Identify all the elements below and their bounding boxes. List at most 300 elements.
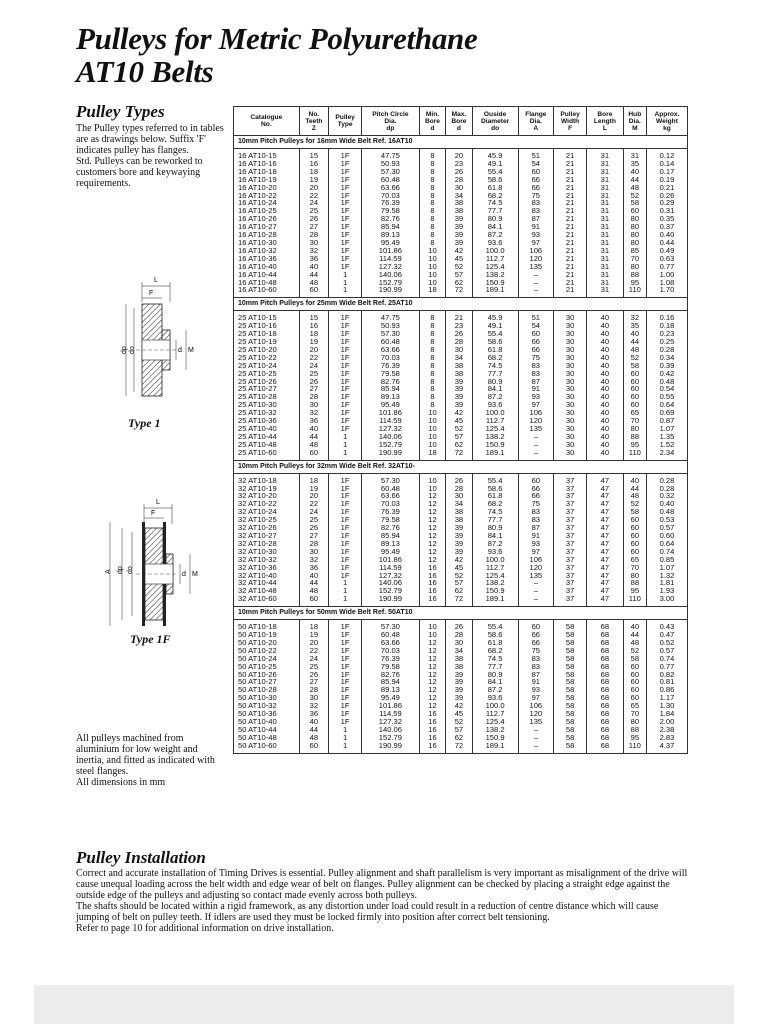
table-cell: 44 [623,485,646,493]
table-cell: 68 [587,678,624,686]
table-cell: 127.32 [362,263,420,271]
table-cell: 37 [554,532,587,540]
table-cell: 8 [419,362,445,370]
table-cell: 49.1 [472,322,518,330]
table-cell: 88 [623,726,646,734]
table-cell: 88 [623,433,646,441]
table-cell: 1 [329,271,362,279]
group-label: 10mm Pitch Pulleys for 16mm Wide Belt Ref. 16AT10 [234,136,688,149]
dim-do-label: do [129,346,136,354]
table-cell: 39 [446,393,472,401]
table-cell: 95 [623,441,646,449]
table-cell: 19 [299,485,329,493]
table-cell: 0.29 [646,199,687,207]
table-cell: 0.44 [646,239,687,247]
table-cell: 50 AT10-20 [234,639,300,647]
materials-note [76,733,226,788]
table-cell: – [518,742,554,753]
table-cell: 0.47 [646,631,687,639]
table-cell: 106 [518,409,554,417]
table-cell: 0.16 [646,311,687,322]
table-cell: 68 [587,663,624,671]
table-cell: 93.6 [472,548,518,556]
table-cell: 1.52 [646,441,687,449]
table-cell: 22 [299,647,329,655]
table-cell: 40 [587,441,624,449]
table-cell: 1F [329,686,362,694]
table-cell: – [518,433,554,441]
table-cell: 31 [587,231,624,239]
table-cell: 95.49 [362,239,420,247]
table-cell: 25 AT10-30 [234,401,300,409]
table-cell: 1.84 [646,710,687,718]
table-cell: 32 [299,556,329,564]
table-cell: 21 [554,239,587,247]
table-cell: 32 [299,702,329,710]
type1-caption: Type 1 [128,416,161,430]
table-cell: 48 [623,346,646,354]
table-cell: 140.06 [362,579,420,587]
table-cell: 0.12 [646,149,687,160]
table-cell: 31 [587,160,624,168]
table-cell: 1F [329,500,362,508]
table-cell: 10 [419,425,445,433]
table-cell: 60.48 [362,338,420,346]
table-cell: 63.66 [362,492,420,500]
table-cell: 0.81 [646,678,687,686]
dim-d-label: d [178,347,182,354]
table-cell: 37 [554,485,587,493]
table-cell: 25 AT10-22 [234,354,300,362]
table-cell: 40 [299,425,329,433]
table-cell: 0.18 [646,322,687,330]
table-cell: 18 [299,330,329,338]
table-cell: 31 [587,215,624,223]
column-header [234,107,300,136]
installation-text [76,868,688,934]
table-cell: 37 [554,524,587,532]
column-header-line: Max. [451,110,467,118]
table-cell: 16 [299,160,329,168]
table-cell: 58.6 [472,631,518,639]
table-cell: 114.59 [362,564,420,572]
table-cell: 16 [419,718,445,726]
column-header-line: No. [308,110,320,118]
table-cell: 10 [419,263,445,271]
table-cell: 65 [623,702,646,710]
table-cell: 68 [587,655,624,663]
table-cell: 58 [554,726,587,734]
table-cell: 40 [299,572,329,580]
table-header-row [234,107,688,136]
table-cell: 40 [299,718,329,726]
table-cell: 110 [623,449,646,460]
table-cell: 16 AT10-32 [234,247,300,255]
table-cell: 106 [518,247,554,255]
table-cell: 16 AT10-26 [234,215,300,223]
table-cell: 120 [518,417,554,425]
table-cell: 93.6 [472,694,518,702]
table-cell: 44 [623,338,646,346]
table-cell: 66 [518,639,554,647]
table-cell: 28 [299,540,329,548]
table-cell: 190.99 [362,286,420,297]
table-cell: 1F [329,485,362,493]
table-cell: 50 AT10-24 [234,655,300,663]
table-cell: 70 [623,564,646,572]
table-cell: 37 [554,579,587,587]
table-cell: 79.58 [362,370,420,378]
table-cell: 75 [518,500,554,508]
table-cell: 1.81 [646,579,687,587]
table-cell: 80 [623,263,646,271]
table-cell: 76.39 [362,655,420,663]
table-cell: 0.35 [646,215,687,223]
table-cell: 25 AT10-25 [234,370,300,378]
table-cell: 0.19 [646,176,687,184]
table-cell: 21 [554,168,587,176]
table-cell: 8 [419,330,445,338]
dim-d-label: d [182,571,186,578]
table-cell: 25 AT10-40 [234,425,300,433]
column-header [623,107,646,136]
table-cell: 138.2 [472,433,518,441]
table-cell: 114.59 [362,710,420,718]
table-cell: 74.5 [472,655,518,663]
table-cell: 75 [518,354,554,362]
dim-l-label: L [156,499,160,506]
table-cell: 50 AT10-22 [234,647,300,655]
table-cell: 16 AT10-24 [234,199,300,207]
table-cell: 125.4 [472,425,518,433]
table-cell: 93 [518,393,554,401]
table-cell: 40 [587,378,624,386]
table-cell: 30 [299,401,329,409]
table-cell: 152.79 [362,587,420,595]
table-cell: 82.76 [362,524,420,532]
table-cell: 40 [623,330,646,338]
table-cell: 1F [329,207,362,215]
table-cell: 12 [419,540,445,548]
table-cell: 12 [419,500,445,508]
table-cell: 40 [587,311,624,322]
column-header-line: Dia. [529,117,542,125]
table-cell: 30 [554,362,587,370]
table-cell: 45 [446,710,472,718]
table-cell: 32 AT10-18 [234,473,300,484]
table-cell: 40 [623,620,646,631]
table-cell: 65 [623,409,646,417]
table-cell: 120 [518,255,554,263]
table-cell: 30 [554,409,587,417]
table-cell: 68.2 [472,500,518,508]
note-paragraph: All dimensions in mm [76,777,166,788]
table-cell: 39 [446,378,472,386]
table-cell: 47 [587,508,624,516]
pulley-types-heading: Pulley Types [76,102,165,121]
table-cell: 87 [518,378,554,386]
table-cell: 1F [329,168,362,176]
table-cell: 42 [446,247,472,255]
table-cell: 1F [329,524,362,532]
table-cell: 26 [299,524,329,532]
table-cell: 30 [554,425,587,433]
table-cell: 1 [329,587,362,595]
table-cell: 1 [329,449,362,460]
table-cell: 8 [419,176,445,184]
table-cell: 39 [446,223,472,231]
table-cell: 25 AT10-60 [234,449,300,460]
table-cell: 82.76 [362,378,420,386]
table-cell: 87.2 [472,540,518,548]
table-cell: 30 [554,370,587,378]
table-cell: 97 [518,694,554,702]
table-cell: 101.86 [362,702,420,710]
table-cell: 27 [299,385,329,393]
table-cell: 32 AT10-22 [234,500,300,508]
column-header-line: Length [593,117,616,125]
table-cell: 60 [623,671,646,679]
group-header-row [234,136,688,149]
table-cell: 57.30 [362,168,420,176]
table-cell: 31 [587,263,624,271]
table-cell: 83 [518,508,554,516]
table-cell: 60 [623,401,646,409]
table-cell: 1F [329,247,362,255]
table-cell: 58 [554,639,587,647]
table-cell: 58 [554,710,587,718]
table-cell: 47 [587,485,624,493]
table-cell: 1F [329,346,362,354]
table-cell: 150.9 [472,587,518,595]
table-cell: 1 [329,441,362,449]
table-cell: 1F [329,330,362,338]
table-cell: 80 [623,223,646,231]
table-cell: 32 AT10-30 [234,548,300,556]
table-cell: 44 [623,631,646,639]
table-cell: – [518,271,554,279]
table-cell: 50 AT10-19 [234,631,300,639]
table-cell: 40 [587,370,624,378]
table-cell: 125.4 [472,718,518,726]
table-cell: 31 [587,239,624,247]
table-cell: 38 [446,508,472,516]
table-cell: 12 [419,492,445,500]
table-cell: 30 [554,433,587,441]
table-cell: 32 AT10-40 [234,572,300,580]
table-cell: 45.9 [472,311,518,322]
table-cell: 34 [446,354,472,362]
table-cell: 1F [329,239,362,247]
table-cell: 80 [623,215,646,223]
table-cell: 76.39 [362,508,420,516]
table-cell: 30 [299,548,329,556]
table-cell: 135 [518,425,554,433]
table-cell: 32 AT10-20 [234,492,300,500]
table-cell: 0.64 [646,540,687,548]
table-cell: 32 AT10-60 [234,595,300,606]
table-cell: 80 [623,231,646,239]
column-header [419,107,445,136]
table-cell: 21 [554,263,587,271]
table-cell: 50 AT10-40 [234,718,300,726]
table-cell: 40 [587,401,624,409]
table-cell: 72 [446,449,472,460]
table-cell: 58 [623,655,646,663]
column-header-line: M [632,124,638,132]
table-cell: 1F [329,473,362,484]
table-cell: 34 [446,192,472,200]
table-cell: 10 [419,271,445,279]
table-cell: 1F [329,370,362,378]
table-cell: 72 [446,286,472,297]
table-cell: 16 AT10-25 [234,207,300,215]
table-cell: 0.48 [646,508,687,516]
table-row [234,473,688,484]
table-cell: 52 [623,500,646,508]
column-header-line: L [602,124,607,132]
table-cell: 0.82 [646,671,687,679]
table-cell: 30 [299,239,329,247]
table-cell: 58.6 [472,338,518,346]
table-cell: 76.39 [362,362,420,370]
table-cell: 18 [299,168,329,176]
table-cell: 60 [623,385,646,393]
table-cell: 87 [518,215,554,223]
table-cell: 76.39 [362,199,420,207]
dim-m-label: M [192,571,198,578]
table-cell: 91 [518,678,554,686]
table-row [234,595,688,606]
table-cell: 10 [419,620,445,631]
table-cell: 1F [329,631,362,639]
table-cell: 40 [587,425,624,433]
table-cell: 0.87 [646,417,687,425]
table-cell: 52 [623,192,646,200]
table-cell: 21 [554,207,587,215]
table-cell: 68 [587,686,624,694]
table-cell: 60 [518,168,554,176]
table-cell: 140.06 [362,726,420,734]
table-cell: 0.42 [646,370,687,378]
table-cell: 21 [554,223,587,231]
table-cell: 85.94 [362,385,420,393]
table-cell: 66 [518,631,554,639]
table-cell: 32 AT10-25 [234,516,300,524]
table-cell: 97 [518,401,554,409]
column-header-line: Diameter [480,117,510,125]
table-cell: 38 [446,199,472,207]
table-cell: 37 [554,500,587,508]
table-cell: 0.28 [646,473,687,484]
table-cell: 21 [554,247,587,255]
table-cell: 12 [419,694,445,702]
table-cell: 28 [446,631,472,639]
table-cell: 83 [518,207,554,215]
table-cell: 58 [554,647,587,655]
column-header-line: Pulley [335,114,355,121]
table-cell: 36 [299,417,329,425]
table-cell: 2.38 [646,726,687,734]
table-cell: 1F [329,184,362,192]
table-cell: 40 [587,385,624,393]
table-cell: 8 [419,199,445,207]
table-cell: 8 [419,192,445,200]
table-cell: 44 [623,176,646,184]
table-cell: 60 [623,694,646,702]
table-cell: 36 [299,255,329,263]
table-cell: 87.2 [472,393,518,401]
column-header-line: d [456,124,461,132]
table-cell: 79.58 [362,207,420,215]
table-cell: 44 [299,271,329,279]
table-cell: 30 [554,346,587,354]
table-cell: 38 [446,207,472,215]
table-cell: 16 AT10-22 [234,192,300,200]
table-cell: 37 [554,540,587,548]
table-cell: 52 [623,647,646,655]
table-cell: 50 AT10-32 [234,702,300,710]
table-cell: – [518,279,554,287]
table-cell: 22 [299,354,329,362]
table-cell: 63.66 [362,184,420,192]
table-cell: 38 [446,516,472,524]
table-cell: 57 [446,726,472,734]
table-cell: 0.34 [646,354,687,362]
table-cell: 8 [419,393,445,401]
table-cell: 47 [587,556,624,564]
table-cell: 55.4 [472,620,518,631]
table-cell: 48 [299,734,329,742]
table-cell: 30 [446,492,472,500]
table-cell: 47 [587,473,624,484]
table-cell: 0.57 [646,524,687,532]
table-cell: 1F [329,149,362,160]
table-cell: 26 [299,671,329,679]
table-cell: 45 [446,417,472,425]
table-cell: 68.2 [472,647,518,655]
type1-drawing [96,272,226,407]
table-cell: 48 [299,441,329,449]
dim-f-label: F [151,510,156,517]
table-cell: 21 [554,215,587,223]
table-cell: 40 [623,168,646,176]
column-header [587,107,624,136]
table-cell: 21 [554,255,587,263]
table-cell: 58 [554,663,587,671]
table-cell: 1F [329,532,362,540]
table-cell: 50 AT10-28 [234,686,300,694]
table-cell: 32 AT10-36 [234,564,300,572]
table-cell: 60 [623,548,646,556]
table-cell: 1F [329,655,362,663]
column-header-line: Z [311,124,316,132]
table-cell: 0.28 [646,346,687,354]
table-cell: 48 [623,639,646,647]
table-cell: 1F [329,199,362,207]
table-cell: 16 [419,572,445,580]
intro-paragraph: The Pulley types referred to in tables are as drawings below. Suffix 'F' indicates pulley has flanges. [76,123,224,156]
table-cell: 42 [446,556,472,564]
table-cell: 101.86 [362,247,420,255]
table-cell: 135 [518,263,554,271]
table-cell: 80 [623,239,646,247]
table-cell: 68 [587,742,624,753]
table-cell: 30 [554,354,587,362]
table-cell: 190.99 [362,742,420,753]
table-cell: 31 [587,207,624,215]
table-cell: 25 [299,370,329,378]
